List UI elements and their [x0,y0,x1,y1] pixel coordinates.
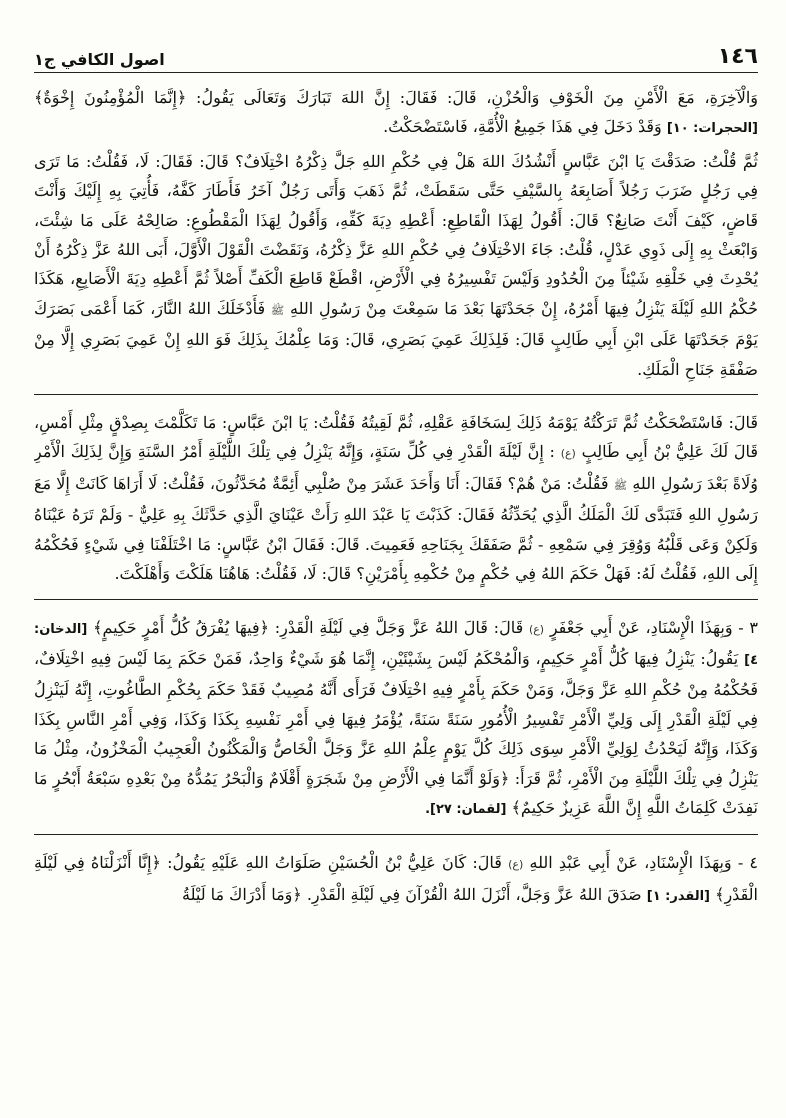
text-run: : إِنَّ لَيْلَةَ الْقَدْرِ فِي كُلِّ سَنَةٍ، وَإِنَّهُ يَنْزِلُ فِي تِلْكَ اللَّيْلَةِ أَمْرُ السَّنَةِ وَإِنَّ لِذَلِكَ الْأَمْرِ وُلَاةً بَعْدَ رَسُولِ اللهِ [34,442,758,493]
honorific-symbol: (ع) [528,622,545,636]
text-run: ثُمَّ قُلْتُ: صَدَقْتَ يَا ابْنَ عَبَّاسٍ أَنْشُدُكَ اللهَ هَلْ فِي حُكْمِ اللهِ جَلَّ ذِكْرُهُ اخْتِلَافٌ؟ قَالَ: فَقَالَ: لَا، فَقُلْتُ: مَا تَرَى فِي رَجُلٍ ضَرَبَ رَجُلاً أَصَابِعَهُ بِالسَّيْفِ حَتَّى سَقَطَتْ، ثُمَّ ذَهَبَ وَأَتَى رَجُلٌ آخَرُ فَأَطَارَ كَفَّهُ، فَأُتِيَ بِهِ إِلَيْكَ وَأَنْتَ قَاضٍ، كَيْفَ أَنْتَ صَانِعٌ؟ قَالَ: أَقُولُ لِهَذَا الْقَاطِعِ: أَعْطِهِ دِيَةَ كَفِّهِ، وَأَقُولُ لِهَذَا الْمَقْطُوعِ: صَالِحْهُ عَلَى مَا شِئْتَ، وَابْعَثْ بِهِ إِلَى ذَوِي عَدْلٍ، قُلْتُ: جَاءَ الاخْتِلَافُ فِي حُكْمِ اللهِ عَزَّ ذِكْرُهُ، وَنَقَضْتَ الْقَوْلَ الْأَوَّلَ، أَبَى اللهُ عَزَّ ذِكْرُهُ أَنْ يُحْدِثَ فِي خَلْقِهِ شَيْئاً مِنَ الْحُدُودِ وَلَيْسَ تَفْسِيرُهُ فِي الْأَرْضِ، اقْطَعْ قَاطِعَ الْكَفِّ أَصْلاً ثُمَّ أَعْطِهِ دِيَةَ الْأَصَابِعِ، هَكَذَا حُكْمُ اللهِ لَيْلَةَ يَنْزِلُ فِيهَا أَمْرُهُ، إِنْ جَحَدْتَهَا بَعْدَ مَا سَمِعْتَ مِنْ رَسُولِ اللهِ [34,151,758,318]
text-run: فَأَدْخَلَكَ اللهُ النَّارَ، كَمَا أَعْمَى بَصَرَكَ يَوْمَ جَحَدْتَهَا عَلَى ابْنِ أَبِي طَالِبٍ قَالَ: فَلِذَلِكَ عَمِيَ بَصَرِي، قَالَ: وَمَا عِلْمُكَ بِذَلِكَ فَوَ اللهِ إِنْ عَمِيَ بَصَرِي إِلَّا مِنْ صَفْقَةِ جَنَاحِ الْمَلَكِ. [34,298,758,379]
honorific-symbol: ﷺ [270,303,285,317]
paragraph-3 [34,408,758,588]
hadith-4 [34,848,758,911]
text-run: قَالَ: فَاسْتَضْحَكْتُ ثُمَّ تَرَكْتُهُ يَوْمَهُ ذَلِكَ لِسَخَافَةِ عَقْلِهِ، ثُمَّ لَقِيتُهُ فَقُلْتُ: يَا ابْنَ عَبَّاسٍ: مَا تَكَلَّمْتَ بِصِدْقٍ مِثْلِ أَمْسِ، قَالَ لَكَ عَلِيُّ بْنُ أَبِي طَالِبٍ [34,413,758,462]
hadith-3 [34,613,758,825]
page-number: ١٤٦ [717,44,758,69]
text-run: صَدَقَ اللهُ عَزَّ وَجَلَّ، أَنْزَلَ اللهُ الْقُرْآنَ فِي لَيْلَةِ الْقَدْرِ. ﴿وَمَا أَدْرَاكَ مَا لَيْلَةُ [181,884,642,904]
quran-reference: [لقمان: ٢٧]. [425,801,507,817]
text-run: فَقُلْتُ: مَنْ هُمْ؟ فَقَالَ: أَنَا وَأَحَدَ عَشَرَ مِنْ صُلْبِي أَئِمَّةٌ مُحَدَّثُونَ، فَقُلْتُ: لَا أَرَاهَا كَانَتْ إِلَّا مَعَ رَسُولِ اللهِ فَتَبَدَّى لَكَ الْمَلَكُ الَّذِي يُحَدِّثُهُ فَقَالَ: كَذَبْتَ يَا عَبْدَ اللهِ رَأَتْ عَيْنَايَ الَّذِي حَدَّثَكَ بِهِ عَلِيٌّ - وَلَمْ تَرَهُ عَيْنَاهُ وَلَكِنْ وَعَى قَلْبُهُ وَوُقِرَ فِي سَمْعِهِ - ثُمَّ صَفَقَكَ بِجَنَاحِهِ فَعَمِيتَ. قَالَ: فَقَالَ ابْنُ عَبَّاسٍ: مَا اخْتَلَفْنَا فِي شَيْءٍ فَحُكْمُهُ إِلَى اللهِ، فَقُلْتُ لَهُ: فَهَلْ حَكَمَ اللهُ فِي حُكْمٍ مِنْ حُكْمِهِ بِأَمْرَيْنِ؟ قَالَ: لَا، فَقُلْتُ: هَاهُنَا هَلَكْتَ وَأَهْلَكْتَ. [34,473,758,584]
book-title: اصول الكافي ج١ [34,50,165,69]
text-run: وَالْآخِرَةِ، مَعَ الْأَمْنِ مِنَ الْخَوْفِ وَالْحُزْنِ، قَالَ: فَقَالَ: إِنَّ اللهَ تَبَارَكَ وَتَعَالَى يَقُولُ: ﴿إِنَّمَا الْمُؤْمِنُونَ إِخْوَةٌ﴾ [34,88,758,107]
honorific-symbol: (ع) [508,858,524,872]
page-header [34,34,758,73]
paragraph-1 [34,83,758,144]
section-divider [34,394,758,395]
text-run: وَقَدْ دَخَلَ فِي هَذَا جَمِيعُ الْأُمَّةِ، فَاسْتَضْحَكْتُ. [383,117,662,137]
paragraph-2 [34,147,758,384]
quran-reference: [الحجرات: ١٠] [666,121,758,137]
section-divider [34,599,758,600]
quran-reference: [الدخان: ٤] [34,621,758,668]
honorific-symbol: ﷺ [613,478,628,492]
text-run: قَالَ: كَانَ عَلِيُّ بْنُ الْحُسَيْنِ صَلَوَاتُ اللهِ عَلَيْهِ يَقُولُ: ﴿إِنَّا أَنْزَلْنَاهُ فِي لَيْلَةِ الْقَدْرِ﴾ [34,853,758,904]
text-run: قَالَ: قَالَ اللهُ عَزَّ وَجَلَّ فِي لَيْلَةِ الْقَدْرِ: ﴿فِيهَا يُفْرَقُ كُلُّ أَمْرٍ حَكِيمٍ﴾ [93,617,524,637]
section-divider [34,834,758,835]
text-run: يَقُولُ: يَنْزِلُ فِيهَا كُلُّ أَمْرٍ حَكِيمٍ، وَالْمُحْكَمُ لَيْسَ بِشَيْئَيْنِ، إِنَّمَا هُوَ شَيْءٌ وَاحِدٌ، فَمَنْ حَكَمَ بِمَا لَيْسَ فِيهِ اخْتِلَافٌ، فَحُكْمُهُ مِنْ حُكْمِ اللهِ عَزَّ وَجَلَّ، وَمَنْ حَكَمَ بِأَمْرٍ فِيهِ اخْتِلَافٌ فَرَأَى أَنَّهُ مُصِيبٌ فَقَدْ حَكَمَ بِحُكْمِ الطَّاغُوتِ، إِنَّهُ لَيَنْزِلُ فِي لَيْلَةِ الْقَدْرِ إِلَى وَلِيِّ الْأَمْرِ تَفْسِيرُ الْأُمُورِ سَنَةً سَنَةً، يُؤْمَرُ فِيهَا فِي أَمْرِ نَفْسِهِ بِكَذَا وَكَذَا، وَفِي أَمْرِ النَّاسِ بِكَذَا وَكَذَا، وَإِنَّهُ لَيَحْدُثُ لِوَلِيِّ الْأَمْرِ سِوَى ذَلِكَ كُلَّ يَوْمٍ عِلْمُ اللهِ عَزَّ وَجَلَّ الْخَاصُّ وَالْمَكْنُونُ الْعَجِيبُ الْمَخْزُونُ، مِثْلُ مَا يَنْزِلُ فِي تِلْكَ اللَّيْلَةِ مِنَ الْأَمْرِ، ثُمَّ قَرَأَ: ﴿وَلَوْ أَنَّمَا فِي الْأَرْضِ مِنْ شَجَرَةٍ أَقْلَامٌ وَالْبَحْرُ يَمُدُّهُ مِنْ بَعْدِهِ سَبْعَةُ أَبْحُرٍ مَا نَفِدَتْ كَلِمَاتُ اللَّهِ إِنَّ اللَّهَ عَزِيزٌ حَكِيمٌ﴾ [34,648,758,817]
text-run: ٤ - وَبِهَذَا الْإِسْنَادِ، عَنْ أَبِي عَبْدِ اللهِ [529,853,758,873]
document-page [34,34,758,1110]
text-run: ٣ - وَبِهَذَا الْإِسْنَادِ، عَنْ أَبِي جَعْفَرٍ [549,617,758,637]
quran-reference: [القدر: ١] [646,888,710,904]
honorific-symbol: (ع) [560,447,576,461]
